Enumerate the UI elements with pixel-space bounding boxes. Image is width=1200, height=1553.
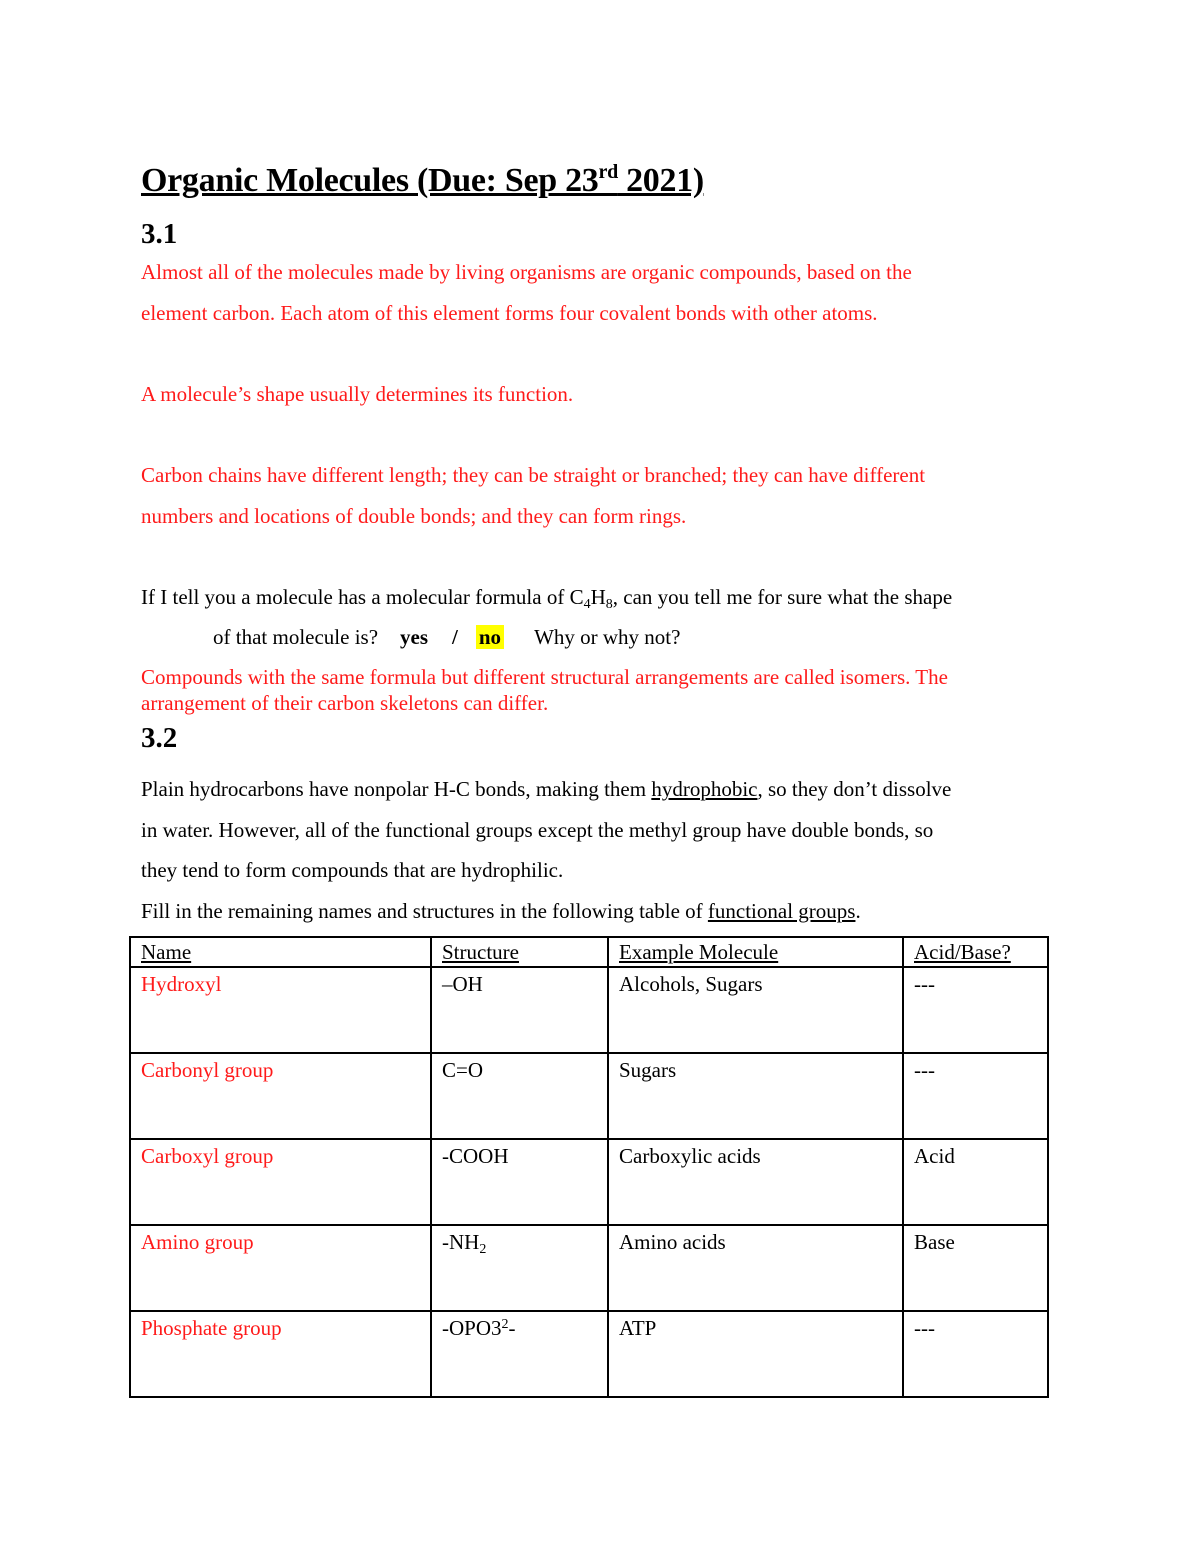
section-heading-3-2: 3.2 xyxy=(141,722,178,754)
table-header-row xyxy=(130,937,1048,967)
table-row xyxy=(130,1053,1048,1139)
cell-structure: –OH xyxy=(431,967,608,1053)
section-heading-3-1: 3.1 xyxy=(141,218,178,250)
subscript: 4 xyxy=(583,597,591,612)
underlined-term: functional groups xyxy=(707,898,856,923)
cell-structure xyxy=(431,1311,608,1397)
question-line-1 xyxy=(141,577,1066,618)
functional-groups-table xyxy=(129,936,1049,1398)
underlined-term: hydrophobic xyxy=(651,777,758,801)
text-line xyxy=(141,769,1066,810)
cell-example: Carboxylic acids xyxy=(608,1139,903,1225)
section-3-2-paragraph xyxy=(141,769,1066,931)
text-line xyxy=(141,891,1066,932)
cell-example: Alcohols, Sugars xyxy=(608,967,903,1053)
table-row xyxy=(130,1139,1048,1225)
text-line: element carbon. Each atom of this element forms four covalent bonds with other atoms. xyxy=(141,300,878,325)
text-segment: Fill in the remaining names and structures in the following table of xyxy=(141,898,708,923)
cell-acid-base: Base xyxy=(903,1225,1048,1311)
section-3-1-paragraph-1 xyxy=(141,252,1066,333)
title-text: Organic Molecules (Due: Sep 23 xyxy=(141,162,599,199)
table-row xyxy=(130,1311,1048,1397)
text-line: Carbon chains have different length; they can be straight or branched; they can have different xyxy=(141,463,926,487)
cell-name: Amino group xyxy=(130,1225,431,1311)
title-year: 2021) xyxy=(617,162,704,199)
answer-option-yes: yes xyxy=(400,625,429,649)
question-text: of that molecule is? xyxy=(213,625,379,649)
header-name: Name xyxy=(130,937,431,967)
subscript: 8 xyxy=(605,597,613,612)
answer-separator: / xyxy=(452,625,458,649)
cell-acid-base: --- xyxy=(903,967,1048,1053)
section-3-1-paragraph-2: A molecule’s shape usually determines its function. xyxy=(141,382,574,406)
structure-text: -OPO3 xyxy=(442,1316,502,1340)
text-line: Almost all of the molecules made by living organisms are organic compounds, based on the xyxy=(141,260,912,284)
text-line: arrangement of their carbon skeletons can differ. xyxy=(141,691,549,715)
answer-paragraph xyxy=(141,664,1066,716)
question-text: H xyxy=(590,585,606,609)
cell-structure: C=O xyxy=(431,1053,608,1139)
question-line-2 xyxy=(213,617,1138,658)
question-text: Why or why not? xyxy=(534,625,681,649)
cell-name: Hydroxyl xyxy=(130,967,431,1053)
structure-text: -NH xyxy=(442,1230,480,1254)
text-segment: . xyxy=(855,898,861,923)
cell-example: Amino acids xyxy=(608,1225,903,1311)
answer-option-no-highlighted: no xyxy=(476,625,504,649)
table-row xyxy=(130,967,1048,1053)
question-text: If I tell you a molecule has a molecular formula of C xyxy=(141,585,584,609)
superscript: 2 xyxy=(501,1317,509,1332)
text-line: Compounds with the same formula but different structural arrangements are called isomers. The xyxy=(141,665,948,689)
text-segment: Plain hydrocarbons have nonpolar H-C bonds, making them xyxy=(141,777,652,801)
cell-name: Carbonyl group xyxy=(130,1053,431,1139)
text-line: in water. However, all of the functional groups except the methyl group have double bonds, so xyxy=(141,817,934,842)
cell-acid-base: Acid xyxy=(903,1139,1048,1225)
structure-text: - xyxy=(508,1316,516,1340)
question-text: , can you tell me for sure what the shape xyxy=(612,585,953,609)
text-line: numbers and locations of double bonds; and they can form rings. xyxy=(141,503,687,528)
header-acid-base: Acid/Base? xyxy=(903,937,1048,967)
cell-acid-base: --- xyxy=(903,1311,1048,1397)
cell-structure xyxy=(431,1225,608,1311)
subscript: 2 xyxy=(479,1242,487,1257)
header-structure: Structure xyxy=(431,937,608,967)
section-3-1-paragraph-3 xyxy=(141,455,1066,536)
cell-structure: -COOH xyxy=(431,1139,608,1225)
header-example-molecule: Example Molecule xyxy=(608,937,903,967)
cell-name: Carboxyl group xyxy=(130,1139,431,1225)
title-superscript: rd xyxy=(598,161,618,183)
cell-example: Sugars xyxy=(608,1053,903,1139)
table-row xyxy=(130,1225,1048,1311)
cell-name: Phosphate group xyxy=(130,1311,431,1397)
page-title xyxy=(141,162,704,200)
cell-acid-base: --- xyxy=(903,1053,1048,1139)
cell-example: ATP xyxy=(608,1311,903,1397)
text-line: they tend to form compounds that are hydrophilic. xyxy=(141,858,564,882)
text-segment: , so they don’t dissolve xyxy=(757,777,952,801)
